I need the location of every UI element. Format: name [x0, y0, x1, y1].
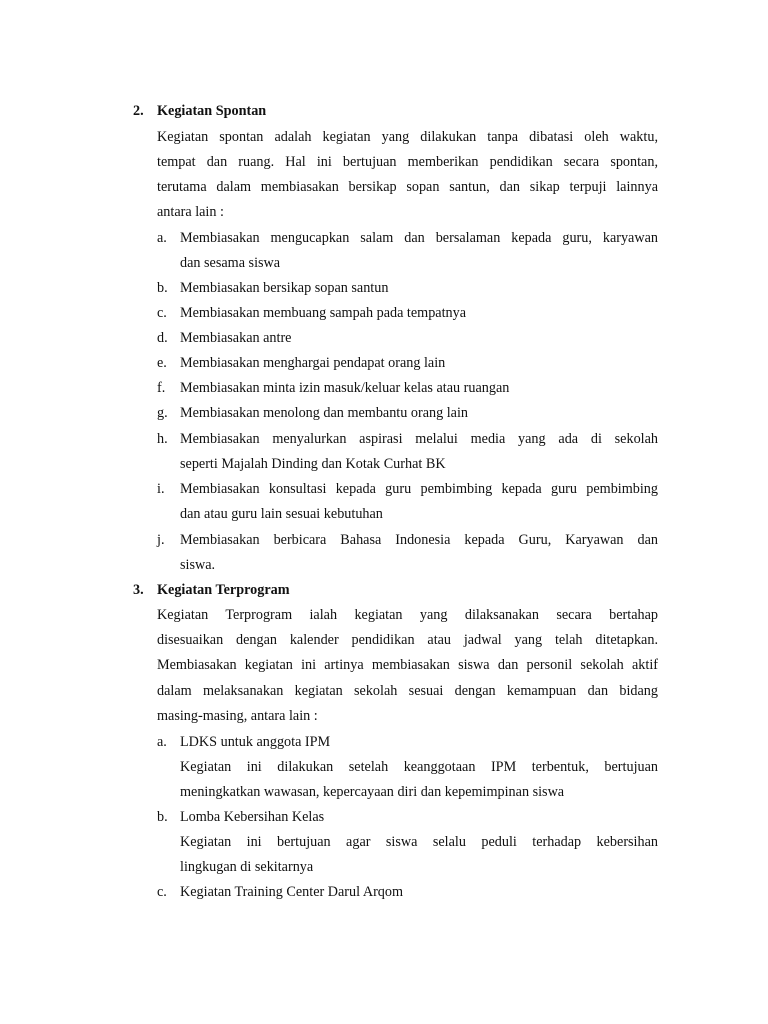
paragraph-line: tempat dan ruang. Hal ini bertujuan memberikan pendidikan secara spontan,	[157, 154, 658, 170]
list-item: Membiasakan menolong dan membantu orang lain	[180, 405, 469, 421]
section-heading: Kegiatan Terprogram	[157, 582, 290, 598]
list-marker: c.	[157, 305, 167, 321]
list-marker: h.	[157, 431, 168, 447]
list-marker: d.	[157, 330, 168, 346]
paragraph-line: disesuaikan dengan kalender pendidikan atau jadwal yang telah ditetapkan.	[157, 632, 658, 648]
paragraph-line: masing-masing, antara lain :	[157, 708, 318, 724]
list-item: Membiasakan menghargai pendapat orang lain	[180, 355, 446, 371]
paragraph-line: terutama dalam membiasakan bersikap sopan santun, dan sikap terpuji lainnya	[157, 179, 658, 195]
list-item-continued: dan atau guru lain sesuai kebutuhan	[180, 506, 383, 522]
list-item-description: lingkugan di sekitarnya	[180, 859, 314, 875]
list-item: Lomba Kebersihan Kelas	[180, 809, 325, 825]
list-item-description: meningkatkan wawasan, kepercayaan diri dan kepemimpinan siswa	[180, 784, 565, 800]
list-marker: c.	[157, 884, 167, 900]
list-marker: b.	[157, 809, 168, 825]
list-marker: a.	[157, 734, 167, 750]
paragraph-line: Kegiatan spontan adalah kegiatan yang dilakukan tanpa dibatasi oleh waktu,	[157, 129, 658, 145]
list-marker: e.	[157, 355, 167, 371]
list-marker: f.	[157, 380, 166, 396]
list-item-description: Kegiatan ini bertujuan agar siswa selalu peduli terhadap kebersihan	[180, 834, 658, 850]
section-heading: Kegiatan Spontan	[157, 103, 267, 119]
section-number: 3.	[133, 582, 144, 598]
list-item: Membiasakan konsultasi kepada guru pembimbing kepada guru pembimbing	[180, 481, 658, 497]
list-item-continued: siswa.	[180, 557, 216, 573]
list-marker: i.	[157, 481, 165, 497]
list-item-description: Kegiatan ini dilakukan setelah keanggotaan IPM terbentuk, bertujuan	[180, 759, 658, 775]
paragraph-line: antara lain :	[157, 204, 224, 220]
list-item: Membiasakan menyalurkan aspirasi melalui media yang ada di sekolah	[180, 431, 658, 447]
list-item-continued: dan sesama siswa	[180, 255, 281, 271]
paragraph-line: dalam melaksanakan kegiatan sekolah sesuai dengan kemampuan dan bidang	[157, 683, 658, 699]
list-marker: j.	[157, 532, 165, 548]
section-number: 2.	[133, 103, 144, 119]
list-item-continued: seperti Majalah Dinding dan Kotak Curhat BK	[180, 456, 446, 472]
list-item: Membiasakan membuang sampah pada tempatnya	[180, 305, 467, 321]
list-marker: b.	[157, 280, 168, 296]
list-item: Membiasakan mengucapkan salam dan bersalaman kepada guru, karyawan	[180, 230, 658, 246]
list-item: Membiasakan berbicara Bahasa Indonesia kepada Guru, Karyawan dan	[180, 532, 658, 548]
paragraph-line: Membiasakan kegiatan ini artinya membiasakan siswa dan personil sekolah aktif	[157, 657, 658, 673]
list-item: Membiasakan antre	[180, 330, 292, 346]
list-item: LDKS untuk anggota IPM	[180, 734, 331, 750]
list-item: Membiasakan bersikap sopan santun	[180, 280, 389, 296]
list-marker: g.	[157, 405, 168, 421]
list-item: Membiasakan minta izin masuk/keluar kelas atau ruangan	[180, 380, 510, 396]
list-item: Kegiatan Training Center Darul Arqom	[180, 884, 404, 900]
paragraph-line: Kegiatan Terprogram ialah kegiatan yang dilaksanakan secara bertahap	[157, 607, 658, 623]
list-marker: a.	[157, 230, 167, 246]
